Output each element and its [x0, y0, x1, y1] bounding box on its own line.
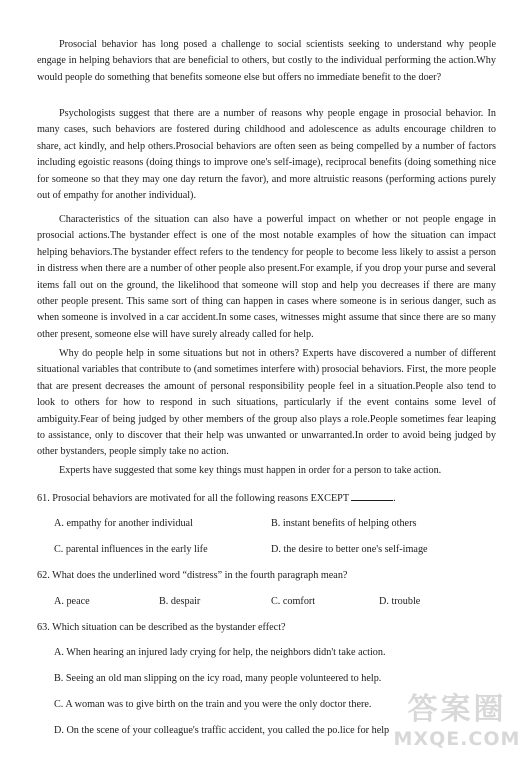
passage-paragraph-4: Why do people help in some situations but not in others? Experts have discovered a number of different situational variables that contribute to (and sometimes interfere with) prosocial behaviors. First, the more people that are present decreases the amount of personal responsibility people feel in a situation.People also tend to look to others for how to respond in such situations, particularly if the event contains some level of ambiguity.Fear of being judged by other members of the group also plays a role.People sometimes fear leaping to assistance, only to discover that their help was unwanted or unwarranted.In order to avoid being judged by other bystanders, people simply take no action.: [37, 348, 496, 458]
question-62-stem: 62. What does the underlined word “distress” in the fourth paragraph mean?: [37, 570, 348, 581]
question-62-option-c: C. comfort: [271, 596, 316, 607]
question-61-option-b: B. instant benefits of helping others: [271, 518, 417, 529]
passage-paragraph-5: Experts have suggested that some key things must happen in order for a person to take action.: [59, 465, 442, 476]
passage-paragraph-2: Psychologists suggest that there are a number of reasons why people engage in prosocial behavior. In many cases, such behaviors are fostered during childhood and adolescence as adults encourage children to share, act kindly, and help others.Prosocial behaviors are often seen as being compelled by a number of factors including egoistic reasons (doing things to improve one's self-image), reciprocal benefits (doing something nice for someone so that they may one day return the favor), and more altruistic reasons (performing actions purely out of empathy for another individual).: [37, 108, 496, 202]
watermark-url: MXQE.COM: [393, 728, 521, 750]
question-61-end: .: [393, 493, 396, 504]
question-61-option-d: D. the desire to better one's self-image: [271, 544, 428, 555]
site-watermark: [389, 692, 525, 754]
question-62-option-b: B. despair: [159, 596, 201, 607]
question-63-option-c: C. A woman was to give birth on the train and you were the only doctor there.: [54, 699, 372, 710]
question-61-option-c: C. parental influences in the early life: [54, 544, 208, 555]
watermark-logo-text: 答案圈: [407, 692, 507, 727]
question-62-option-a: A. peace: [54, 596, 90, 607]
question-63-option-b: B. Seeing an old man slipping on the icy road, many people volunteered to help.: [54, 673, 382, 684]
passage-paragraph-3: Characteristics of the situation can also have a powerful impact on whether or not people engage in prosocial actions.The bystander effect is one of the most notable examples of how the situation can impact helping behaviors.The bystander effect refers to the tendency for people to become less likely to assist a person in distress when there are a number of other people also present.For example, if you drop your purse and several items fall out on the ground, the likelihood that someone will stop and help you decreases if there are many other people present. This same sort of thing can happen in cases where someone is in serious danger, such as when someone is involved in a car accident.In some cases, witnesses might assume that since there are so many other present, someone else will have surely already called for help.: [37, 214, 496, 340]
answer-blank: [351, 491, 393, 501]
question-63-option-d: D. On the scene of your colleague's traffic accident, you called the po.lice for help: [54, 725, 390, 736]
question-61-option-a: A. empathy for another individual: [54, 518, 193, 529]
question-61-text: 61. Prosocial behaviors are motivated for all the following reasons EXCEPT: [37, 493, 350, 504]
question-63-option-a: A. When hearing an injured lady crying for help, the neighbors didn't take action.: [54, 647, 386, 658]
question-63-stem: 63. Which situation can be described as the bystander effect?: [37, 622, 286, 633]
question-62-option-d: D. trouble: [379, 596, 421, 607]
question-61-stem: [37, 491, 396, 506]
passage-paragraph-1: Prosocial behavior has long posed a challenge to social scientists seeking to understand why people engage in helping behaviors that are beneficial to others, but costly to the individual performing the action.Why would people do something that benefits someone else but offers no immediate benefit to the doer?: [37, 39, 496, 83]
